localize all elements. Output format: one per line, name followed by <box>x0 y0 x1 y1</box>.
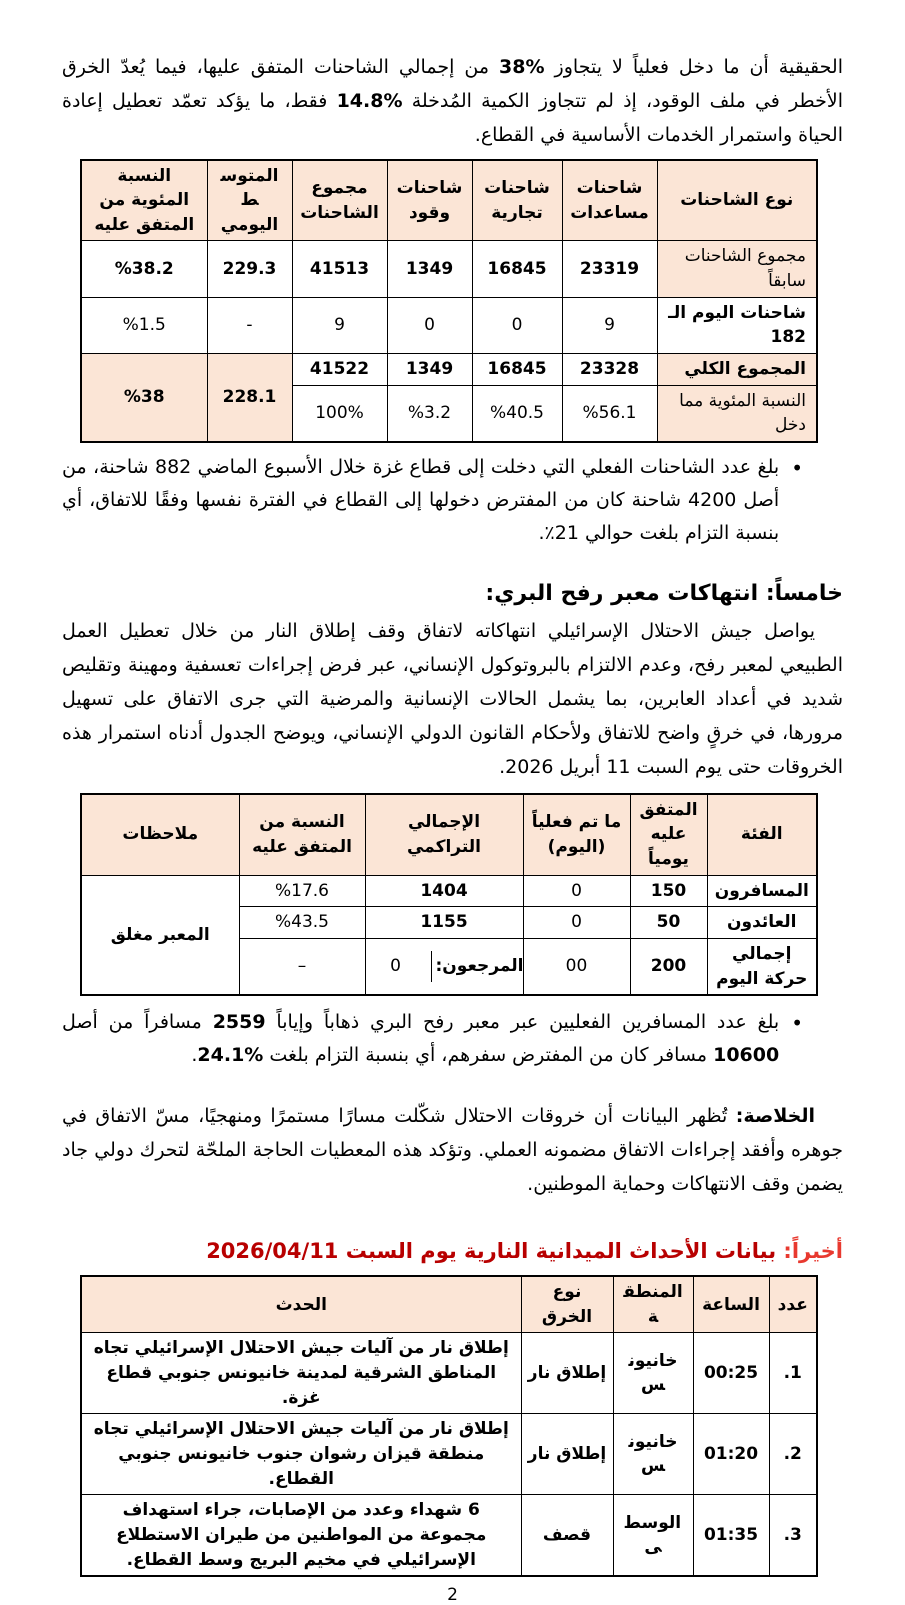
bullet2-text-1: بلغ عدد المسافرين الفعليين عبر معبر رفح البري ذهاباً وإياباً <box>265 1011 780 1034</box>
header-pct-of-agreed: النسبة من المتفق عليه <box>239 794 365 875</box>
header-actual-today: ما تم فعلياً (اليوم) <box>523 794 630 875</box>
cell-pct: – <box>239 938 365 995</box>
cell-time: 01:35 <box>693 1495 769 1576</box>
cell-violation-type: إطلاق نار <box>521 1333 613 1414</box>
pct-fuel-value: 14.8% <box>336 90 403 113</box>
cell-number: .3 <box>769 1495 817 1576</box>
final-section-heading <box>62 1239 843 1263</box>
row-label: المجموع الكلي <box>657 354 817 386</box>
trucks-entered-value: 882 <box>155 455 192 478</box>
cell-number: .1 <box>769 1333 817 1414</box>
header-event: الحدث <box>81 1276 521 1333</box>
cell-fuel: 1349 <box>387 241 472 297</box>
travelers-actual-value: 2559 <box>212 1011 266 1034</box>
cell-area: خانيونس <box>613 1414 693 1495</box>
travelers-expected-value: 10600 <box>713 1044 780 1067</box>
cell-pct: %38.2 <box>81 241 207 297</box>
cell-cumulative: 1155 <box>365 907 523 939</box>
header-category: الفئة <box>707 794 817 875</box>
summary-paragraph <box>62 1099 843 1202</box>
cell-total: 41522 <box>292 354 387 386</box>
returned-label: المرجعون: <box>431 951 528 982</box>
bullet-trucks-summary <box>62 451 843 551</box>
cell-fuel: 1349 <box>387 354 472 386</box>
cell-notes-crossing-closed: المعبر مغلق <box>81 875 239 995</box>
cell-commercial: 16845 <box>472 241 562 297</box>
cell-number: .2 <box>769 1414 817 1495</box>
intro-paragraph <box>62 50 843 153</box>
bullet1-text-3: شاحنة كان من المفترض دخولها إلى القطاع في الفترة نفسها وفقًا للاتفاق، أي بنسبة التزام بلغت حوالي 21٪. <box>62 489 780 545</box>
section5-title: خامساً: انتهاكات معبر رفح البري: <box>485 580 843 606</box>
cell-time: 01:20 <box>693 1414 769 1495</box>
final-heading-prefix: أخيراً: <box>783 1239 843 1264</box>
bullet2-text-2: مسافراً من أصل <box>62 1011 213 1034</box>
cell-aid: 23328 <box>562 354 657 386</box>
rafah-table <box>80 793 818 996</box>
header-truck-type: نوع الشاحنات <box>657 160 817 241</box>
section5-heading <box>62 581 843 606</box>
cell-cumulative: 1404 <box>365 875 523 907</box>
cell-returned-split <box>365 938 523 995</box>
header-agreed-daily: المتفق عليه يومياً <box>630 794 707 875</box>
bullet1-text-2: شاحنة، من أصل <box>62 455 780 512</box>
trucks-row-today <box>81 297 817 353</box>
final-heading-date: 2026/04/11 <box>206 1239 339 1264</box>
cell-pct-merged: %38 <box>81 354 207 442</box>
bullet1-text-1: بلغ عدد الشاحنات الفعلي التي دخلت إلى قطاع غزة خلال الأسبوع الماضي <box>191 455 780 478</box>
intro-text-2: من إجمالي الشاحنات المتفق عليها، فيما يُعدّ الخرق الأخطر في ملف الوقود، إذ لم تتجاوز الكمية المُدخلة <box>62 56 843 113</box>
cell-daily-avg-merged: 228.1 <box>207 354 292 442</box>
bullet-travelers-summary <box>62 1006 843 1073</box>
events-table-header-row <box>81 1276 817 1333</box>
cell-commercial: 16845 <box>472 354 562 386</box>
cell-total: 41513 <box>292 241 387 297</box>
cell-aid: %56.1 <box>562 385 657 442</box>
cell-event-description: إطلاق نار من آليات جيش الاحتلال الإسرائيلي تجاه المناطق الشرقية لمدينة خانيونس جنوبي قطاع غزة. <box>81 1333 521 1414</box>
trucks-row-grand-total <box>81 354 817 386</box>
cell-event-description: إطلاق نار من آليات جيش الاحتلال الإسرائيلي تجاه منطقة قيزان رشوان جنوب خانيونس جنوبي القطاع. <box>81 1414 521 1495</box>
cell-event-description: 6 شهداء وعدد من الإصابات، جراء استهداف مجموعة من المواطنين من طيران الاستطلاع الإسرائيلي في مخيم البريج وسط القطاع. <box>81 1495 521 1576</box>
cell-category: العائدون <box>707 907 817 939</box>
cell-agreed: 200 <box>630 938 707 995</box>
rafah-table-header-row <box>81 794 817 875</box>
header-number: عدد <box>769 1276 817 1333</box>
bullet2-text-3: مسافر كان من المفترض سفرهم، أي بنسبة التزام بلغت <box>263 1044 714 1067</box>
cell-area: الوسطى <box>613 1495 693 1576</box>
returned-value: 0 <box>390 956 401 977</box>
bullet2-text-4: . <box>191 1044 198 1067</box>
bullet-trucks-text <box>62 451 779 551</box>
cell-total: 9 <box>292 297 387 353</box>
event-row <box>81 1333 817 1414</box>
cell-area: خانيونس <box>613 1333 693 1414</box>
cell-daily-avg: 229.3 <box>207 241 292 297</box>
compliance-pct-value: 24.1% <box>197 1044 264 1067</box>
trucks-table <box>80 159 818 443</box>
final-heading-title: بيانات الأحداث الميدانية النارية يوم السبت <box>338 1239 784 1264</box>
bullet-travelers-text <box>62 1006 779 1073</box>
cell-actual: 0 <box>523 875 630 907</box>
cell-aid: 23319 <box>562 241 657 297</box>
cell-fuel: %3.2 <box>387 385 472 442</box>
cell-violation-type: قصف <box>521 1495 613 1576</box>
summary-text: تُظهر البيانات أن خروقات الاحتلال شكّلت مسارًا مستمرًا ومنهجيًا، مسّ الاتفاق في جوهره وأفقد إجراءات الاتفاق مضمونه العملي. وتؤكد هذه المعطيات الحاجة الملحّة لتحرك دولي جاد يضمن وقف الانتهاكات وحماية الموطنين. <box>62 1104 843 1196</box>
row-label: شاحنات اليوم الـ 182 <box>657 297 817 353</box>
cell-fuel: 0 <box>387 297 472 353</box>
summary-label: الخلاصة: <box>735 1104 815 1127</box>
header-notes: ملاحظات <box>81 794 239 875</box>
header-daily-average: المتوسط اليومي <box>207 160 292 241</box>
cell-daily-avg: - <box>207 297 292 353</box>
cell-actual: 00 <box>523 938 630 995</box>
header-cumulative-total: الإجمالي التراكمي <box>365 794 523 875</box>
row-label: مجموع الشاحنات سابقاً <box>657 241 817 297</box>
cell-aid: 9 <box>562 297 657 353</box>
cell-category: إجمالي حركة اليوم <box>707 938 817 995</box>
trucks-row-previous <box>81 241 817 297</box>
page-number: 2 <box>447 1585 458 1605</box>
cell-pct: %43.5 <box>239 907 365 939</box>
header-violation-type: نوع الخرق <box>521 1276 613 1333</box>
intro-text-1: الحقيقية أن ما دخل فعلياً لا يتجاوز <box>544 56 843 78</box>
cell-commercial: %40.5 <box>472 385 562 442</box>
cell-agreed: 50 <box>630 907 707 939</box>
cell-category: المسافرون <box>707 875 817 907</box>
cell-commercial: 0 <box>472 297 562 353</box>
event-row <box>81 1495 817 1576</box>
events-table <box>80 1275 818 1577</box>
cell-total: 100% <box>292 385 387 442</box>
header-time: الساعة <box>693 1276 769 1333</box>
cell-violation-type: إطلاق نار <box>521 1414 613 1495</box>
header-area: المنطقة <box>613 1276 693 1333</box>
header-commercial-trucks: شاحنات تجارية <box>472 160 562 241</box>
event-row <box>81 1414 817 1495</box>
rafah-paragraph: يواصل جيش الاحتلال الإسرائيلي انتهاكاته لاتفاق وقف إطلاق النار من خلال تعطيل العمل الطبيعي لمعبر رفح، وعدم الالتزام بالبروتوكول الإنساني، عبر فرض إجراءات تعسفية ومهينة وتقليص شديد في أعداد العابرين، بما يشمل الحالات الإنسانية والمرضية التي جرى الاتفاق على تسهيل مرورها، في خرقٍ واضح للاتفاق ولأحكام القانون الدولي الإنساني، ويوضح الجدول أدناه استمرار هذه الخروقات حتى يوم السبت 11 أبريل 2026. <box>62 619 843 779</box>
trucks-table-header-row <box>81 160 817 241</box>
bullet-icon: • <box>791 1011 803 1036</box>
cell-agreed: 150 <box>630 875 707 907</box>
cell-time: 00:25 <box>693 1333 769 1414</box>
header-total-trucks: مجموع الشاحنات <box>292 160 387 241</box>
bullet-icon: • <box>791 455 803 480</box>
row-label: النسبة المئوية مما دخل <box>657 385 817 442</box>
rafah-row-travelers <box>81 875 817 907</box>
trucks-expected-value: 4200 <box>688 489 737 512</box>
cell-pct: %17.6 <box>239 875 365 907</box>
header-pct-agreed: النسبة المئوية من المتفق عليه <box>81 160 207 241</box>
pct-trucks-value: 38% <box>499 56 545 78</box>
header-fuel-trucks: شاحنات وقود <box>387 160 472 241</box>
intro-text-3: فقط، ما يؤكد تعمّد تعطيل إعادة الحياة واستمرار الخدمات الأساسية في القطاع. <box>62 90 843 147</box>
cell-actual: 0 <box>523 907 630 939</box>
header-aid-trucks: شاحنات مساعدات <box>562 160 657 241</box>
cell-pct: %1.5 <box>81 297 207 353</box>
